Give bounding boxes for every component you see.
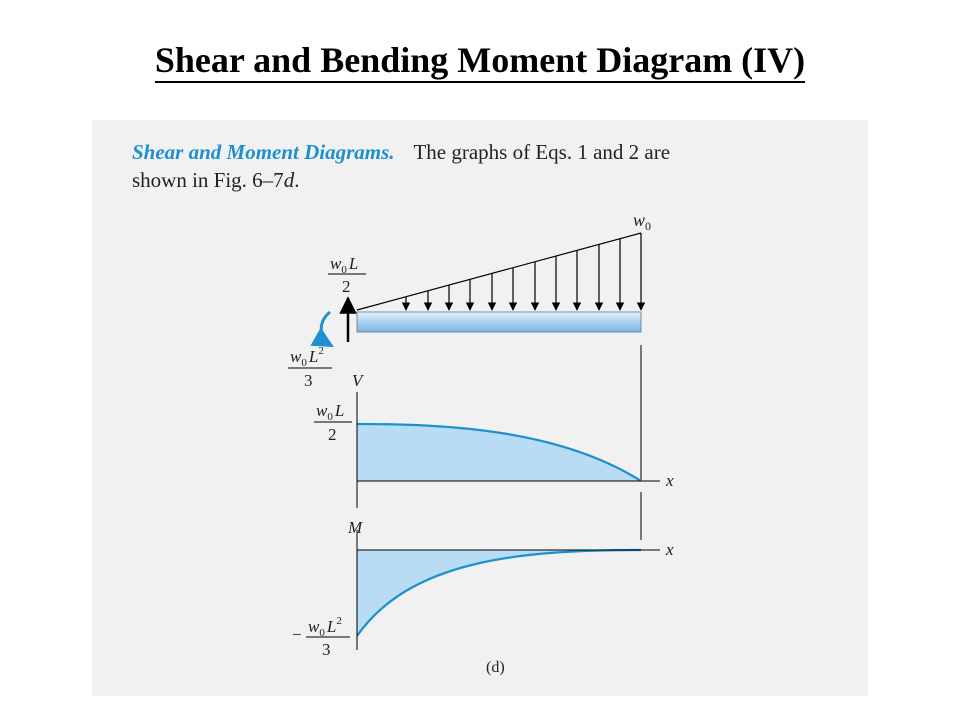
- beam: [357, 312, 641, 332]
- svg-text:2: 2: [342, 277, 351, 296]
- svg-text:w0L2: $w_0$ $L^2$: [308, 615, 342, 639]
- intro-heading: Shear and Moment Diagrams.: [132, 140, 395, 164]
- svg-text:w0L: $w_0$ L: [330, 254, 359, 276]
- figure-caption: (d): [486, 659, 505, 676]
- shear-diagram: [314, 371, 674, 508]
- distributed-load: [357, 233, 641, 310]
- svg-text:3: 3: [304, 371, 313, 390]
- intro-text-line1: The graphs of Eqs. 1 and 2 are: [413, 140, 671, 164]
- intro-text-line2: shown in Fig. 6–7d.: [132, 168, 300, 192]
- reaction-moment-label: [288, 345, 332, 390]
- shear-axis-label: V: [352, 371, 363, 390]
- shear-x-label: x: [666, 471, 674, 490]
- shear-value-label: [314, 401, 352, 444]
- moment-x-label: x: [666, 540, 674, 559]
- moment-fill: [357, 550, 641, 636]
- svg-text:3: 3: [322, 640, 331, 659]
- svg-text:w0L: $w_0$ L: [316, 401, 345, 423]
- svg-text:−: −: [292, 625, 302, 644]
- load-arrows: [406, 239, 620, 310]
- reaction-moment-arrow: [321, 312, 332, 346]
- svg-text:2: 2: [328, 425, 337, 444]
- moment-value-label: [292, 615, 350, 659]
- moment-axis-label: M: [348, 518, 363, 537]
- slide-title-text: Shear and Bending Moment Diagram (IV): [155, 40, 805, 83]
- load-label: $w_0$: [633, 210, 652, 233]
- moment-diagram: [292, 518, 674, 659]
- reaction-force-label: [328, 254, 366, 296]
- svg-text:w0L2: $w_0$ $L^2$: [290, 345, 324, 369]
